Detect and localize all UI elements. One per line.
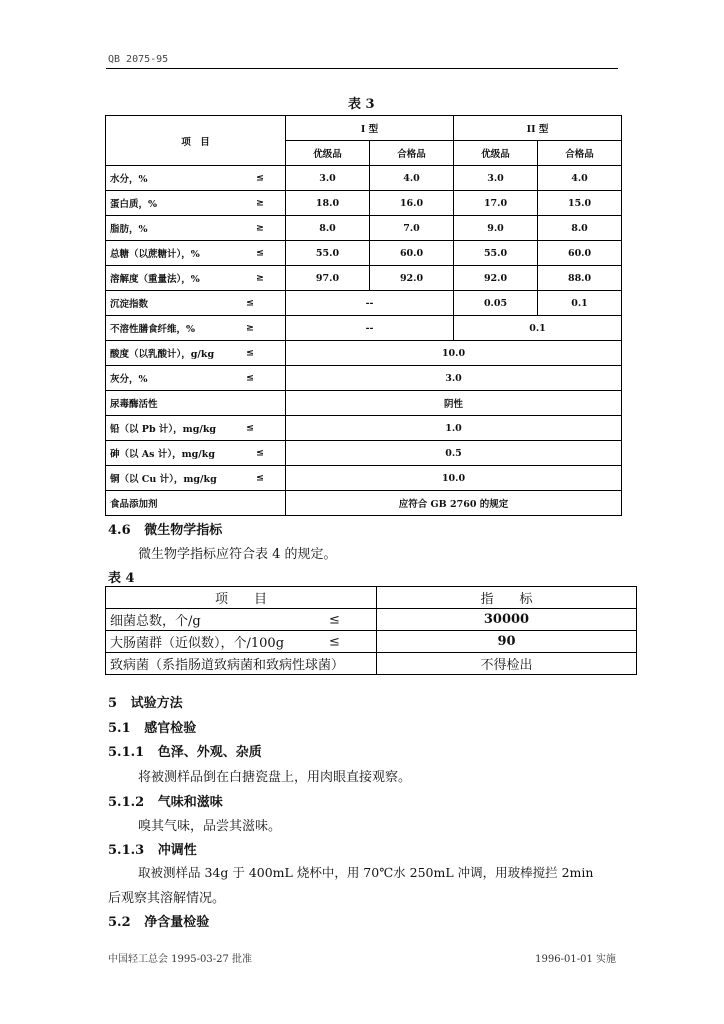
- footer-approval: 中国轻工总会 1995-03-27 批准: [108, 954, 253, 965]
- limit-symbol: ≤: [256, 447, 264, 459]
- table-row: [106, 241, 622, 266]
- table-row: [106, 316, 622, 341]
- item-label: 大肠菌群（近似数），个/100g: [110, 636, 285, 651]
- section-number: 5.1.1: [108, 745, 145, 760]
- table-row: [106, 441, 622, 466]
- section-5-1-1-heading: [108, 741, 262, 760]
- section-number: 5.1: [108, 721, 131, 736]
- value-cell: 90: [377, 631, 637, 653]
- section-title: 净含量检验: [144, 915, 210, 930]
- item-cell: [106, 609, 377, 631]
- item-label: 铜（以 Cu 计），mg/kg: [110, 474, 217, 485]
- item-cell: [106, 416, 286, 441]
- value-cell: 10.0: [286, 341, 622, 366]
- section-number: 4.6: [108, 523, 131, 538]
- value-cell: 8.0: [286, 216, 370, 241]
- item-label: 酸度（以乳酸计），g/kg: [110, 349, 215, 360]
- value-cell: 15.0: [538, 191, 622, 216]
- item-cell: [106, 316, 286, 341]
- section-number: 5.1.2: [108, 795, 145, 810]
- header-grade: 优级品: [286, 141, 370, 166]
- header-item: 项 目: [106, 587, 377, 609]
- limit-symbol: ≥: [256, 272, 264, 284]
- item-label: 灰分，%: [110, 374, 148, 385]
- item-cell: [106, 166, 286, 191]
- section-5-1-3-heading: [108, 839, 197, 858]
- item-label: 水分，%: [110, 174, 148, 185]
- item-label: 总糖（以蔗糖计），%: [110, 249, 200, 260]
- value-cell: 16.0: [370, 191, 454, 216]
- header-type1: I 型: [286, 116, 454, 141]
- limit-symbol: ≤: [246, 422, 254, 434]
- value-cell: 30000: [377, 609, 637, 631]
- value-cell: 60.0: [370, 241, 454, 266]
- item-label: 沉淀指数: [110, 299, 149, 310]
- table-row: [106, 266, 622, 291]
- header-grade: 合格品: [370, 141, 454, 166]
- value-cell: 3.0: [286, 366, 622, 391]
- section-title: 冲调性: [157, 843, 197, 858]
- table-row: [106, 491, 622, 516]
- table-row: [106, 216, 622, 241]
- item-cell: [106, 653, 377, 675]
- section-title: 感官检验: [144, 721, 197, 736]
- header-item: 项 目: [106, 116, 286, 166]
- value-cell: 7.0: [370, 216, 454, 241]
- limit-symbol: ≤: [256, 472, 264, 484]
- item-cell: [106, 631, 377, 653]
- table-row: [106, 191, 622, 216]
- item-label: 不溶性膳食纤维，%: [110, 324, 196, 335]
- item-cell: [106, 391, 286, 416]
- value-cell: 不得检出: [377, 653, 637, 675]
- section-5-1-1-body: 将被测样品倒在白搪瓷盘上，用肉眼直接观察。: [138, 770, 412, 785]
- section-number: 5.1.3: [108, 843, 145, 858]
- table3-header-row: [106, 116, 622, 141]
- table-row: [106, 416, 622, 441]
- table-row: [106, 366, 622, 391]
- value-cell: 阴性: [286, 391, 622, 416]
- limit-symbol: ≤: [329, 634, 340, 649]
- item-cell: [106, 266, 286, 291]
- value-cell: 60.0: [538, 241, 622, 266]
- section-5-1-2-body: 嗅其气味，品尝其滋味。: [138, 819, 282, 834]
- header-grade: 优级品: [454, 141, 538, 166]
- limit-symbol: ≤: [246, 347, 254, 359]
- value-cell: 0.1: [538, 291, 622, 316]
- table-row: [106, 391, 622, 416]
- table-row: [106, 631, 637, 653]
- table4-caption: 表 4: [108, 571, 135, 586]
- footer-implementation: 1996-01-01 实施: [535, 954, 616, 965]
- value-cell: 88.0: [538, 266, 622, 291]
- value-cell: 4.0: [370, 166, 454, 191]
- value-cell: 55.0: [286, 241, 370, 266]
- header-type2: II 型: [454, 116, 622, 141]
- table-row: [106, 166, 622, 191]
- section-title: 气味和滋味: [157, 795, 223, 810]
- item-label: 尿毒酶活性: [110, 399, 158, 410]
- item-cell: [106, 491, 286, 516]
- item-cell: [106, 441, 286, 466]
- section-4-6-body: 微生物学指标应符合表 4 的规定。: [138, 547, 337, 562]
- item-cell: [106, 216, 286, 241]
- value-cell: 92.0: [370, 266, 454, 291]
- item-label: 致病菌（系指肠道致病菌和致病性球菌）: [110, 658, 345, 673]
- value-cell: 92.0: [454, 266, 538, 291]
- value-cell: 18.0: [286, 191, 370, 216]
- value-cell: 0.05: [454, 291, 538, 316]
- limit-symbol: ≤: [256, 247, 264, 259]
- item-label: 铅（以 Pb 计），mg/kg: [110, 424, 217, 435]
- header-grade: 合格品: [538, 141, 622, 166]
- table4: [105, 586, 637, 675]
- table-row: [106, 466, 622, 491]
- value-cell: 0.5: [286, 441, 622, 466]
- table3: [105, 115, 622, 516]
- limit-symbol: ≤: [246, 297, 254, 309]
- value-cell: 3.0: [286, 166, 370, 191]
- value-cell: --: [286, 291, 454, 316]
- item-label: 食品添加剂: [110, 499, 158, 510]
- table-row: [106, 609, 637, 631]
- item-label: 蛋白质，%: [110, 199, 158, 210]
- limit-symbol: ≤: [246, 372, 254, 384]
- value-cell: 0.1: [454, 316, 622, 341]
- item-label: 细菌总数，个/g: [110, 614, 201, 629]
- section-number: 5: [108, 696, 118, 711]
- standard-number: QB 2075-95: [108, 54, 169, 65]
- section-number: 5.2: [108, 915, 131, 930]
- limit-symbol: ≤: [256, 172, 264, 184]
- item-cell: [106, 241, 286, 266]
- table4-header-row: [106, 587, 637, 609]
- table-row: [106, 653, 637, 675]
- table-row: [106, 341, 622, 366]
- item-cell: [106, 191, 286, 216]
- limit-symbol: ≥: [246, 322, 254, 334]
- item-cell: [106, 466, 286, 491]
- limit-symbol: ≥: [256, 197, 264, 209]
- value-cell: 8.0: [538, 216, 622, 241]
- section-5-1-2-heading: [108, 791, 223, 810]
- value-cell: 9.0: [454, 216, 538, 241]
- header-index: 指 标: [377, 587, 637, 609]
- section-5-1-heading: [108, 717, 196, 736]
- value-cell: 97.0: [286, 266, 370, 291]
- value-cell: 17.0: [454, 191, 538, 216]
- header-rule: [106, 68, 618, 69]
- limit-symbol: ≥: [256, 222, 264, 234]
- table3-caption: 表 3: [348, 97, 375, 112]
- table-row: [106, 291, 622, 316]
- section-4-6-heading: [108, 519, 222, 538]
- item-label: 脂肪，%: [110, 224, 148, 235]
- value-cell: --: [286, 316, 454, 341]
- value-cell: 1.0: [286, 416, 622, 441]
- value-cell: 55.0: [454, 241, 538, 266]
- section-5-1-3-body-line2: 后观察其溶解情况。: [108, 891, 226, 906]
- item-label: 溶解度（重量法），%: [110, 274, 200, 285]
- value-cell: 4.0: [538, 166, 622, 191]
- section-title: 试验方法: [130, 696, 183, 711]
- item-cell: [106, 341, 286, 366]
- limit-symbol: ≤: [329, 612, 340, 627]
- value-cell: 3.0: [454, 166, 538, 191]
- section-title: 色泽、外观、杂质: [157, 745, 262, 760]
- item-label: 砷（以 As 计），mg/kg: [110, 449, 215, 460]
- item-cell: [106, 291, 286, 316]
- value-cell: 应符合 GB 2760 的规定: [286, 491, 622, 516]
- section-5-2-heading: [108, 911, 209, 930]
- item-cell: [106, 366, 286, 391]
- section-5-1-3-body-line1: 取被测样品 34g 于 400mL 烧杯中，用 70℃水 250mL 冲调，用玻棒搅拦 2min: [138, 865, 594, 880]
- value-cell: 10.0: [286, 466, 622, 491]
- section-title: 微生物学指标: [144, 523, 223, 538]
- section-5-heading: [108, 692, 183, 711]
